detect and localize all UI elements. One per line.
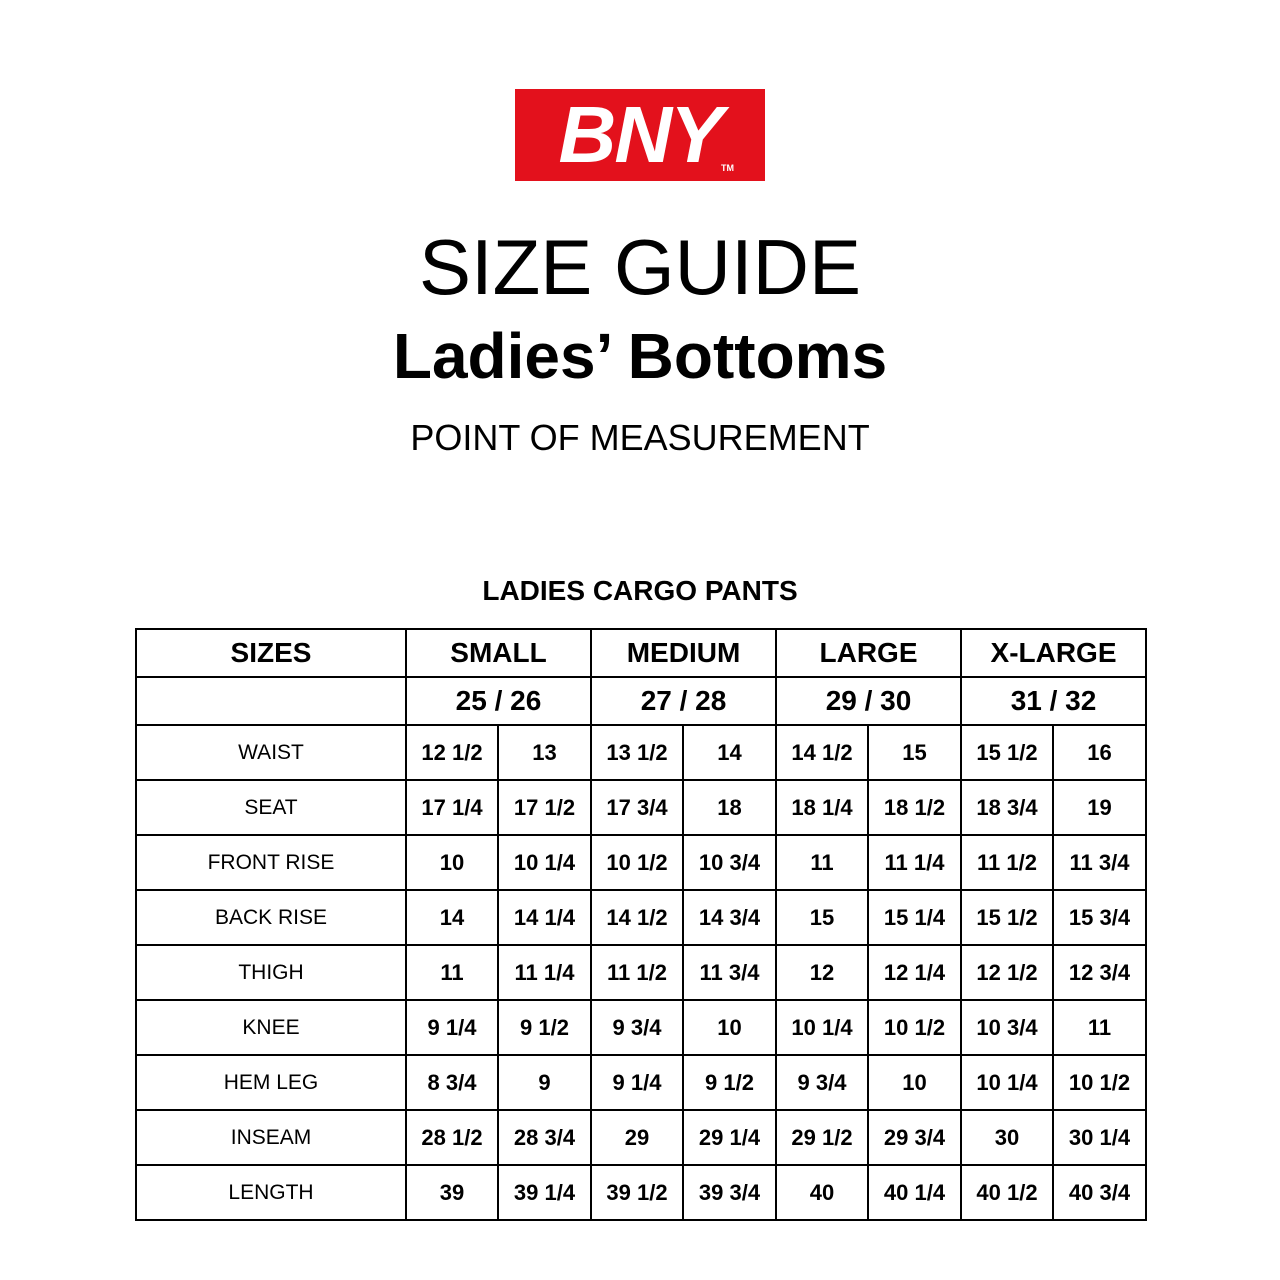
measurement-label: SEAT [136, 780, 406, 835]
measurement-label: BACK RISE [136, 890, 406, 945]
brand-logo-text: BNY [558, 90, 722, 179]
measurement-value: 9 1/2 [683, 1055, 776, 1110]
measurement-value: 29 [591, 1110, 683, 1165]
measurement-value: 29 3/4 [868, 1110, 961, 1165]
table-row [136, 835, 1146, 890]
measurement-value: 40 1/2 [961, 1165, 1053, 1220]
measurement-value: 10 1/4 [776, 1000, 868, 1055]
section-label: POINT OF MEASUREMENT [410, 417, 870, 458]
measurement-value: 15 3/4 [1053, 890, 1146, 945]
table-row [136, 780, 1146, 835]
measurement-value: 19 [1053, 780, 1146, 835]
measurement-value: 18 3/4 [961, 780, 1053, 835]
size-header-large: LARGE [776, 629, 961, 677]
measurement-value: 39 [406, 1165, 498, 1220]
measurement-value: 11 1/4 [868, 835, 961, 890]
measurement-label: KNEE [136, 1000, 406, 1055]
measurement-value: 17 1/4 [406, 780, 498, 835]
measurement-value: 10 [683, 1000, 776, 1055]
measurement-value: 14 1/2 [776, 725, 868, 780]
size-header-row [136, 629, 1146, 677]
fit-header-x-large: 31 / 32 [961, 677, 1146, 725]
measurement-value: 10 1/4 [961, 1055, 1053, 1110]
measurement-value: 11 3/4 [683, 945, 776, 1000]
measurement-value: 29 1/4 [683, 1110, 776, 1165]
measurement-value: 10 1/2 [868, 1000, 961, 1055]
size-header-x-large: X-LARGE [961, 629, 1146, 677]
measurement-value: 13 [498, 725, 591, 780]
measurement-value: 17 1/2 [498, 780, 591, 835]
table-title: LADIES CARGO PANTS [482, 575, 798, 606]
measurement-value: 12 1/2 [406, 725, 498, 780]
measurement-value: 10 3/4 [683, 835, 776, 890]
measurement-value: 40 [776, 1165, 868, 1220]
size-table-body [136, 629, 1146, 1220]
measurement-value: 9 [498, 1055, 591, 1110]
measurement-value: 39 1/4 [498, 1165, 591, 1220]
fit-header-large: 29 / 30 [776, 677, 961, 725]
measurement-label: FRONT RISE [136, 835, 406, 890]
page-title: SIZE GUIDE [418, 223, 862, 311]
measurement-value: 15 [868, 725, 961, 780]
measurement-value: 14 1/2 [591, 890, 683, 945]
fit-header-small: 25 / 26 [406, 677, 591, 725]
measurement-value: 12 [776, 945, 868, 1000]
measurement-value: 10 [406, 835, 498, 890]
measurement-value: 28 1/2 [406, 1110, 498, 1165]
measurement-value: 12 3/4 [1053, 945, 1146, 1000]
measurement-value: 9 1/2 [498, 1000, 591, 1055]
measurement-value: 11 [1053, 1000, 1146, 1055]
page-subtitle: Ladies’ Bottoms [392, 320, 888, 392]
table-row [136, 1000, 1146, 1055]
measurement-value: 15 1/2 [961, 725, 1053, 780]
measurement-label: HEM LEG [136, 1055, 406, 1110]
measurement-value: 11 1/2 [591, 945, 683, 1000]
measurement-value: 11 3/4 [1053, 835, 1146, 890]
measurement-value: 16 [1053, 725, 1146, 780]
measurement-value: 14 1/4 [498, 890, 591, 945]
table-row [136, 1165, 1146, 1220]
measurement-value: 39 3/4 [683, 1165, 776, 1220]
measurement-value: 10 3/4 [961, 1000, 1053, 1055]
measurement-value: 11 1/2 [961, 835, 1053, 890]
measurement-value: 9 3/4 [591, 1000, 683, 1055]
table-row [136, 945, 1146, 1000]
measurement-value: 29 1/2 [776, 1110, 868, 1165]
sizes-header: SIZES [136, 629, 406, 677]
measurement-value: 18 1/4 [776, 780, 868, 835]
measurement-value: 12 1/2 [961, 945, 1053, 1000]
table-row [136, 725, 1146, 780]
measurement-value: 39 1/2 [591, 1165, 683, 1220]
fit-header-row [136, 677, 1146, 725]
measurement-value: 8 3/4 [406, 1055, 498, 1110]
measurement-value: 15 1/2 [961, 890, 1053, 945]
measurement-value: 18 1/2 [868, 780, 961, 835]
measurement-label: INSEAM [136, 1110, 406, 1165]
table-row [136, 1055, 1146, 1110]
measurement-label: WAIST [136, 725, 406, 780]
measurement-value: 30 1/4 [1053, 1110, 1146, 1165]
measurement-value: 15 1/4 [868, 890, 961, 945]
measurement-value: 10 1/2 [591, 835, 683, 890]
measurement-value: 18 [683, 780, 776, 835]
measurement-value: 15 [776, 890, 868, 945]
size-table [135, 628, 1147, 1221]
measurement-value: 9 3/4 [776, 1055, 868, 1110]
measurement-value: 14 [683, 725, 776, 780]
measurement-value: 10 [868, 1055, 961, 1110]
measurement-value: 30 [961, 1110, 1053, 1165]
measurement-value: 10 1/4 [498, 835, 591, 890]
size-header-small: SMALL [406, 629, 591, 677]
measurement-label: THIGH [136, 945, 406, 1000]
measurement-value: 11 [406, 945, 498, 1000]
measurement-value: 28 3/4 [498, 1110, 591, 1165]
measurement-value: 11 [776, 835, 868, 890]
measurement-value: 9 1/4 [406, 1000, 498, 1055]
measurement-value: 17 3/4 [591, 780, 683, 835]
table-row [136, 890, 1146, 945]
measurement-value: 13 1/2 [591, 725, 683, 780]
measurement-value: 11 1/4 [498, 945, 591, 1000]
measurement-value: 10 1/2 [1053, 1055, 1146, 1110]
measurement-value: 9 1/4 [591, 1055, 683, 1110]
measurement-value: 40 1/4 [868, 1165, 961, 1220]
trademark-mark: TM [721, 163, 734, 173]
measurement-value: 40 3/4 [1053, 1165, 1146, 1220]
measurement-label: LENGTH [136, 1165, 406, 1220]
measurement-value: 14 [406, 890, 498, 945]
measurement-value: 14 3/4 [683, 890, 776, 945]
size-header-medium: MEDIUM [591, 629, 776, 677]
measurement-value: 12 1/4 [868, 945, 961, 1000]
fit-header-blank [136, 677, 406, 725]
fit-header-medium: 27 / 28 [591, 677, 776, 725]
table-row [136, 1110, 1146, 1165]
